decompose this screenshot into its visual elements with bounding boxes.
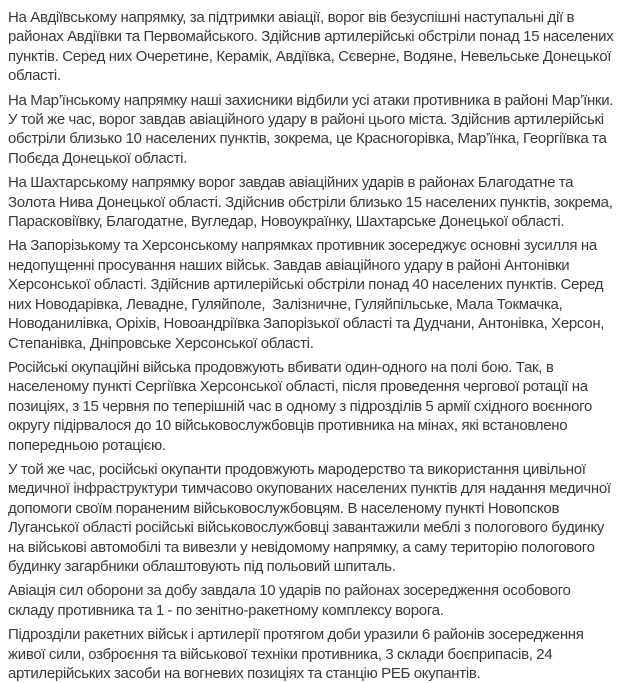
report-paragraph-occupiers-mines: Російські окупаційні війська продовжують вбивати один-одного на полі бою. Так, в населеному пункті Сергіївка Херсонської області, після проведення чергової ротації на позиціях, з 15 червня по теперішній час в одному з підрозділів 5 армії східного воєнного округу підірвалося до 10 військовослужбовців противника на мінах, які встановлено попередньою ротацією. xyxy=(8,358,596,454)
report-paragraph-avdiivka-direction: На Авдіївському напрямку, за підтримки авіації, ворог вів безуспішні наступальні дії в районах Авдіївки та Первомайського. Здійснив артилерійські обстріли понад 15 населених пунктів. Серед них Очеретине, Керамік, Авдіївка, Сєверне, Водяне, Невельське Донецької області. xyxy=(8,9,618,85)
report-paragraph-marinka-direction: На Мар’їнському напрямку наші захисники відбили усі атаки противника в районі Мар’їнки. У той же час, ворог завдав авіаційного удару в районі цього міста. Здійснив артилерійські обстріли близько 10 населених пунктів, зокрема, це Красногорівка, Мар’їнка, Георгіївка та Побєда Донецької області. xyxy=(8,91,617,167)
report-paragraph-aviation-strikes: Авіація сил оборони за добу завдала 10 ударів по районах зосередження особового складу противника та 1 - по зенітно-ракетному комплексу ворога. xyxy=(8,582,575,619)
report-paragraph-shakhtarsk-direction: На Шахтарському напрямку ворог завдав авіаційних ударів в районах Благодатне та Золота Нива Донецької області. Здійснив обстріли близько 15 населених пунктів, зокрема, Парасковіївку, Благодатне, Вугледар, Новоукраїнку, Шахтарське Донецької області. xyxy=(8,174,617,231)
report-paragraph-zaporizhzhia-kherson-direction: На Запорізькому та Херсонському напрямках противник зосереджує основні зусилля на недопущенні просування наших військ. Завдав авіаційного удару в районі Антонівки Херсонської області. Здійснив артилерійські обстріли понад 40 населених пунктів. Серед них Новодарівка, Левадне, Гуляйполе, Залізничне, Гуляйпільське, Мала Токмачка, Новоданилівка, Оріхів, Новоандріївка Запорізької області та Дудчани, Антонівка, Херсон, Степанівка, Дніпровське Херсонської області. xyxy=(8,237,608,352)
report-paragraph-missile-artillery: Підрозділи ракетних військ і артилерії протягом доби уразили 6 районів зосередження живої сили, озброєння та військової техніки противника, 3 склади боєприпасів, 24 артилерійських засоби на вогневих позиціях та станцію РЕБ окупантів. xyxy=(8,626,588,682)
report-paragraph-looting-medical: У той же час, російські окупанти продовжують мародерство та використання цивільної медичної інфраструктури тимчасово окупованих населених пунктів для надання медичної допомоги своїм пораненим військовослужбовцям. В населеному пункті Новопсков Луганської області російські військовослужбовці завантажили меблі з пологового будинку на військові автомобілі та вивезли у невідомому напрямку, а саму територію пологового будинку загарбники облаштовують під польовий шпиталь. xyxy=(8,460,615,575)
